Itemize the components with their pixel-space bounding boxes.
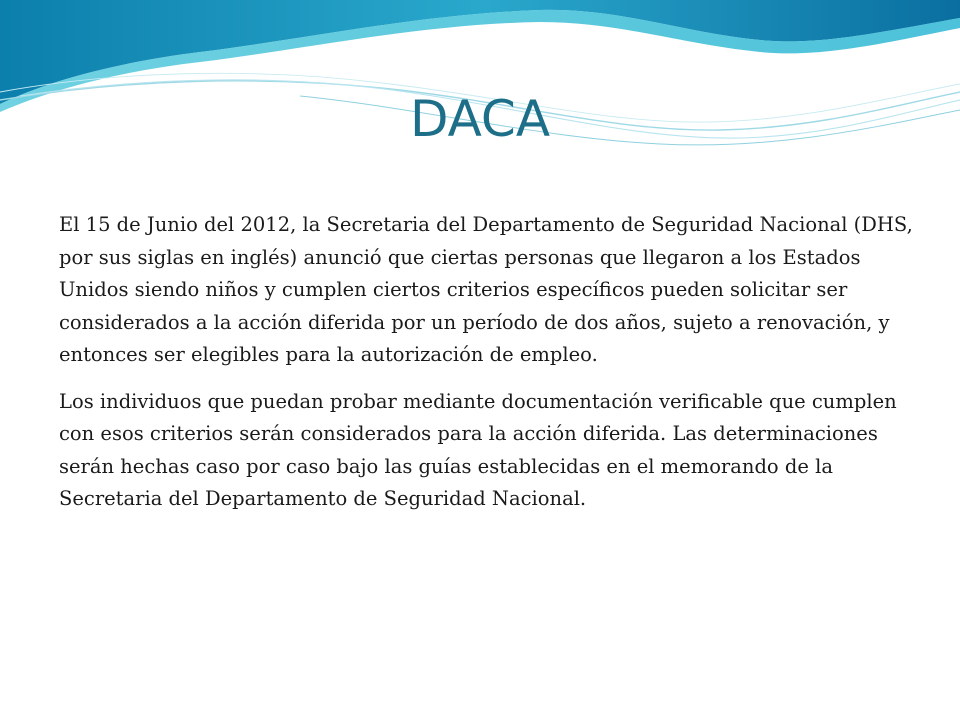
slide-body [59,209,919,530]
paragraph-1: El 15 de Junio del 2012, la Secretaria del Departamento de Seguridad Nacional (DHS, por sus siglas en inglés) anunció que ciertas personas que llegaron a los Estados Unidos siendo niños y cumplen ciertos criterios específicos pueden solicitar ser considerados a la acción diferida por un período de dos años, sujeto a renovación, y entonces ser elegibles para la autorización de empleo. [59,213,913,366]
paragraph-2: Los individuos que puedan probar mediante documentación verificable que cumplen con esos criterios serán considerados para la acción diferida. Las determinaciones serán hechas caso por caso bajo las guías establecidas en el memorando de la Secretaria del Departamento de Seguridad Nacional. [59,389,897,510]
slide-title: DACA [409,90,551,148]
